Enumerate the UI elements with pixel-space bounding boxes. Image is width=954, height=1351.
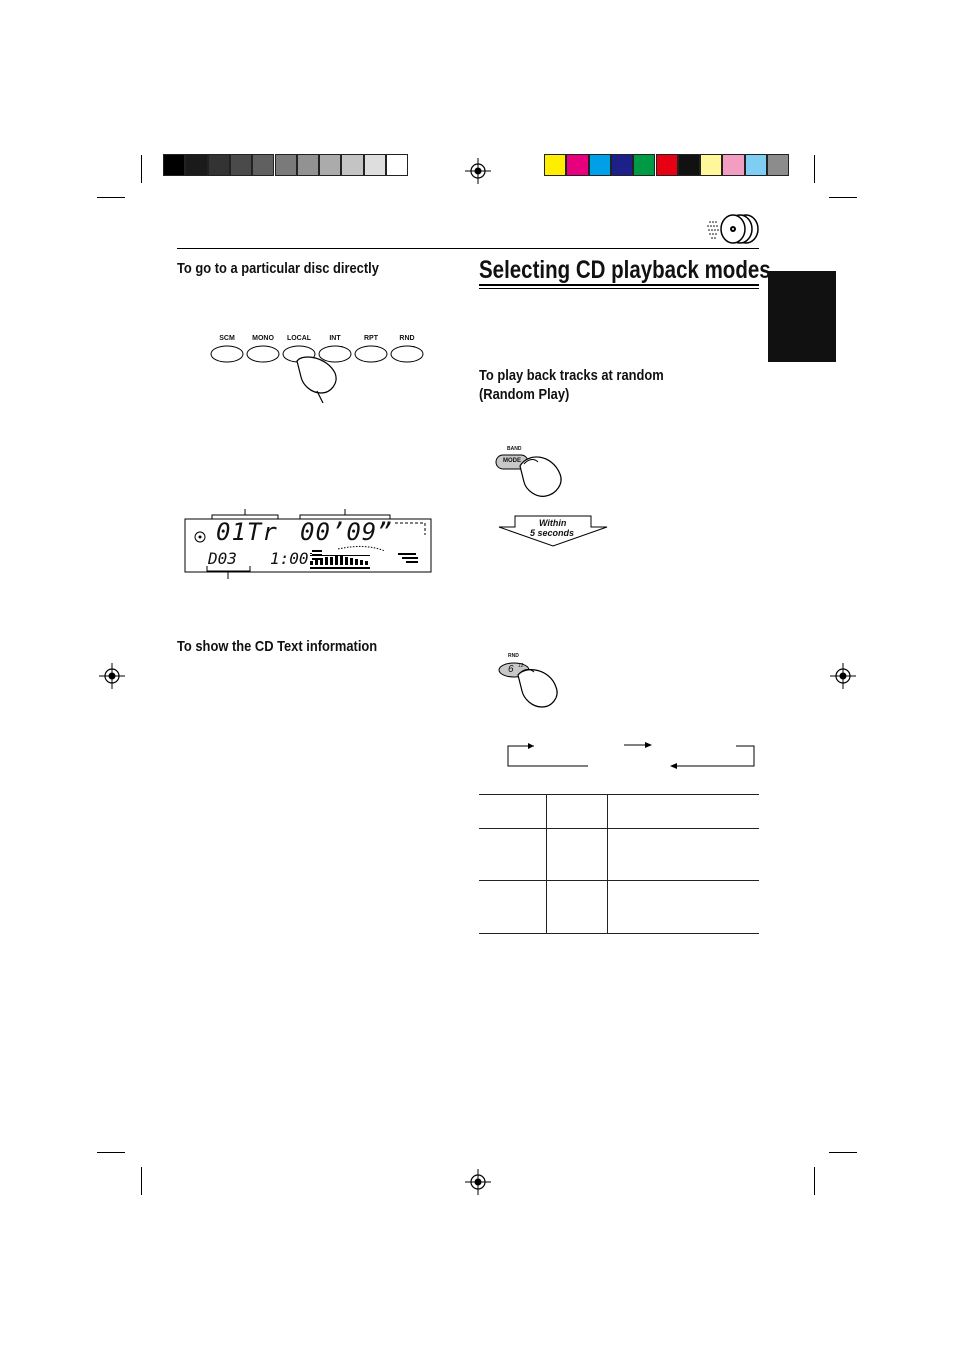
gray-swatch [341, 154, 363, 176]
page-title: Selecting CD playback modes [479, 256, 771, 284]
table-rule [479, 933, 759, 934]
mode-button[interactable]: MODE [503, 458, 521, 464]
cd-changer-icon [704, 212, 760, 246]
crop-mark [141, 155, 142, 183]
crop-mark [141, 1167, 142, 1195]
color-swatch [611, 154, 633, 176]
disc-direct-heading: To go to a particular disc directly [177, 260, 379, 277]
gray-swatch [364, 154, 386, 176]
gray-swatch [208, 154, 230, 176]
rnd-button[interactable]: 6 [508, 664, 514, 675]
color-swatch [767, 154, 789, 176]
table-rule [479, 880, 759, 881]
mode-button-illustration [490, 444, 570, 504]
color-swatch [678, 154, 700, 176]
cd-text-heading: To show the CD Text information [177, 638, 378, 655]
gray-swatch [319, 154, 341, 176]
preset-buttons-illustration [205, 335, 435, 405]
rnd-button-top-label: RND [508, 653, 519, 659]
color-swatch [633, 154, 655, 176]
gray-swatch [163, 154, 185, 176]
mode-cycle-diagram [500, 738, 760, 772]
table-rule [479, 794, 759, 795]
title-rule-bottom [479, 288, 759, 289]
color-swatch [544, 154, 566, 176]
crop-mark [814, 1167, 815, 1195]
table-column-divider [546, 794, 547, 933]
preset-button-label: INT [329, 335, 341, 342]
preset-button-shape[interactable] [247, 346, 279, 362]
crop-mark [829, 197, 857, 198]
table-column-divider [607, 794, 608, 933]
within-line2: 5 seconds [530, 528, 575, 538]
color-swatch [700, 154, 722, 176]
display-time: 00’09” [300, 518, 393, 546]
color-swatch [589, 154, 611, 176]
crop-mark [814, 155, 815, 183]
title-rule-top [479, 284, 759, 286]
header-rule [177, 248, 759, 249]
preset-button-shape[interactable] [355, 346, 387, 362]
gray-swatch [252, 154, 274, 176]
display-track: 01Tr [216, 518, 278, 546]
color-swatch [722, 154, 744, 176]
gray-swatch [386, 154, 408, 176]
color-swatch [656, 154, 678, 176]
color-swatch [566, 154, 588, 176]
crop-mark [97, 197, 125, 198]
gray-swatch [185, 154, 207, 176]
table-rule [479, 828, 759, 829]
rnd-button-sub: 12 [518, 663, 524, 669]
mode-button-top-label: BAND [507, 446, 522, 452]
display-disc: D03 [208, 549, 237, 568]
registration-target-icon [465, 1169, 491, 1195]
color-swatch [745, 154, 767, 176]
crop-mark [97, 1152, 125, 1153]
preset-button-label: RND [399, 335, 415, 342]
language-tab [768, 271, 836, 362]
registration-target-icon [465, 158, 491, 184]
within-arrow [497, 515, 609, 547]
crop-mark [829, 1152, 857, 1153]
preset-button-shape[interactable] [319, 346, 351, 362]
random-play-heading: To play back tracks at random (Random Play) [479, 367, 664, 403]
preset-button-label: MONO [252, 335, 274, 342]
gray-swatch [297, 154, 319, 176]
within-line1: Within [539, 518, 567, 528]
display-clock: 1:00 [270, 549, 309, 568]
preset-button-label: RPT [364, 335, 378, 342]
preset-button-shape[interactable] [391, 346, 423, 362]
lcd-display-illustration [180, 505, 435, 585]
gray-swatch [230, 154, 252, 176]
finger-icon [297, 357, 336, 393]
registration-target-icon [830, 663, 856, 689]
registration-target-icon [99, 663, 125, 689]
preset-button-label: LOCAL [286, 335, 312, 342]
preset-button-label: SCM [219, 335, 235, 342]
preset-button-shape[interactable] [211, 346, 243, 362]
gray-swatch [275, 154, 297, 176]
rnd-button-illustration [494, 651, 564, 716]
